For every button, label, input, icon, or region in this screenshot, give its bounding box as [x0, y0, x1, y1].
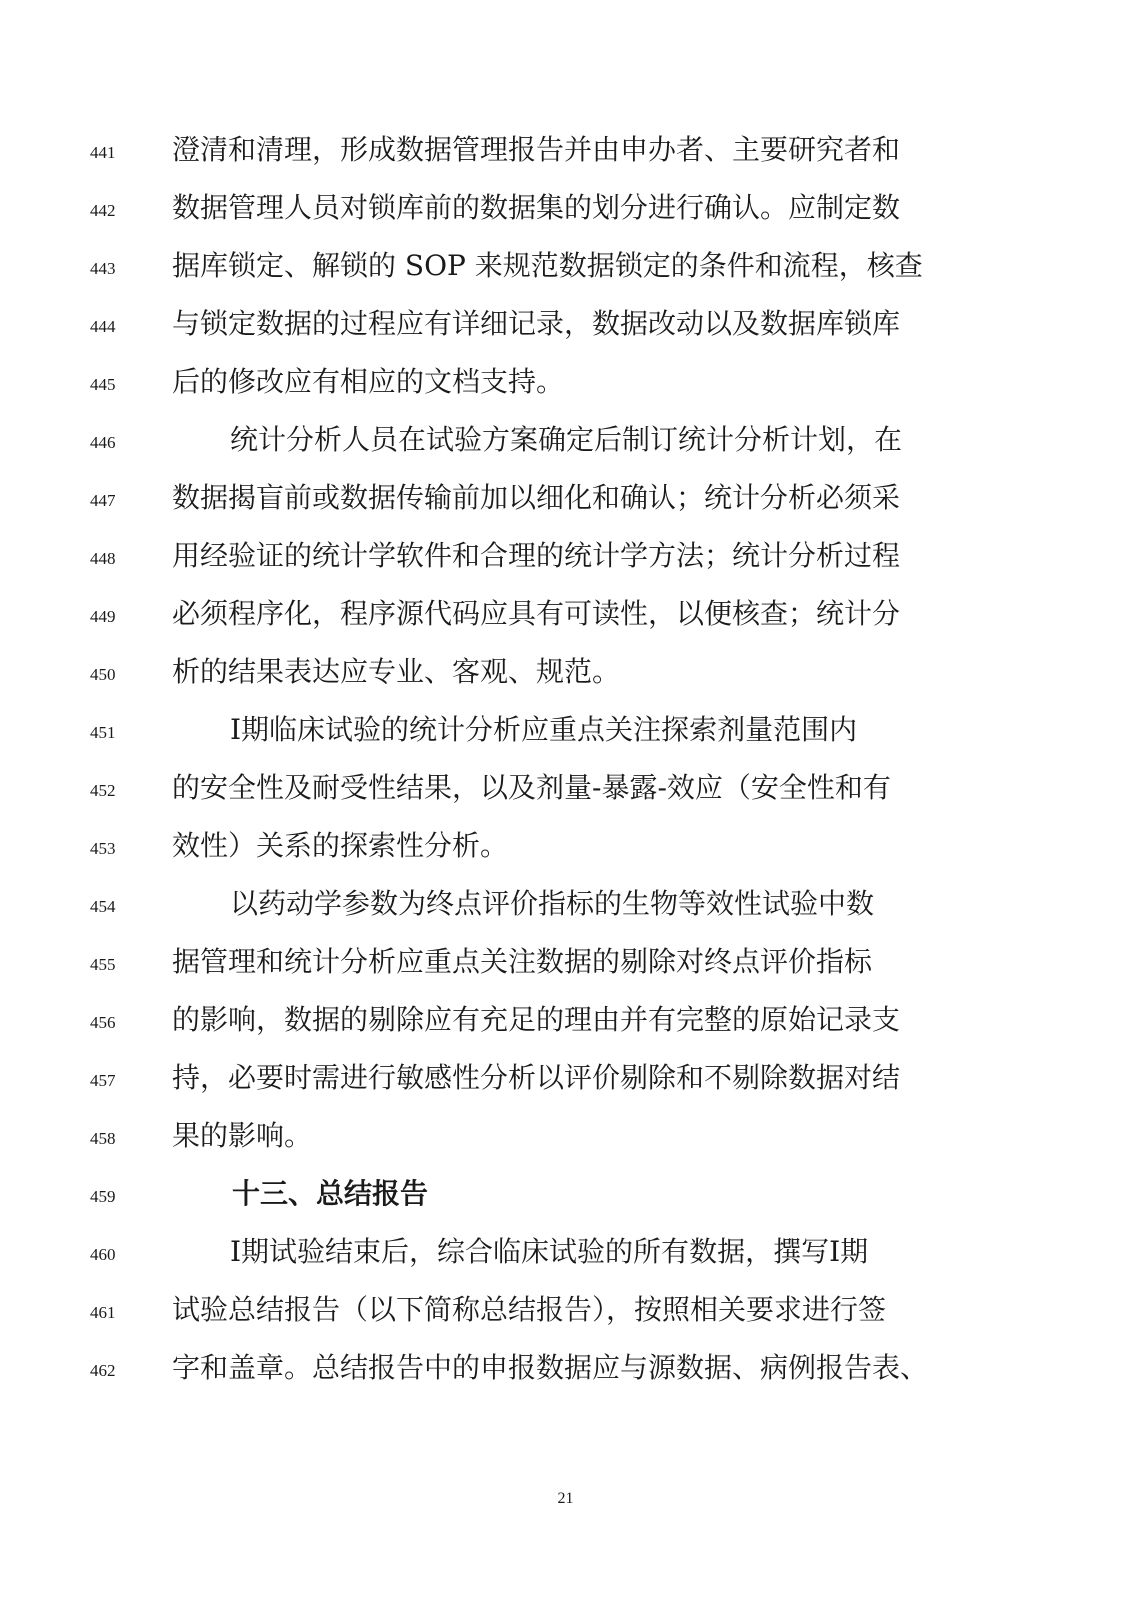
line-text: 数据揭盲前或数据传输前加以细化和确认；统计分析必须采 [172, 481, 901, 514]
text-line [0, 764, 1131, 822]
line-text: 析的结果表达应专业、客观、规范。 [172, 655, 621, 688]
line-number: 450 [90, 665, 116, 684]
text-line [0, 1228, 1131, 1286]
line-number: 442 [90, 201, 116, 220]
line-text: 统计分析人员在试验方案确定后制订统计分析计划，在 [230, 423, 903, 456]
text-line [0, 1344, 1131, 1402]
line-number: 453 [90, 839, 116, 858]
line-text: 后的修改应有相应的文档支持。 [172, 365, 565, 398]
line-number: 455 [90, 955, 116, 974]
line-number: 447 [90, 491, 116, 510]
line-text: 数据管理人员对锁库前的数据集的划分进行确认。应制定数 [172, 191, 901, 224]
text-line [0, 416, 1131, 474]
text-line [0, 1054, 1131, 1112]
text-line [0, 474, 1131, 532]
line-number: 441 [90, 143, 116, 162]
line-text: 字和盖章。总结报告中的申报数据应与源数据、病例报告表、 [172, 1351, 929, 1384]
line-text: 澄清和清理，形成数据管理报告并由申办者、主要研究者和 [172, 133, 901, 166]
line-text: 试验总结报告（以下简称总结报告），按照相关要求进行签 [172, 1293, 887, 1326]
line-number: 452 [90, 781, 116, 800]
text-line [0, 532, 1131, 590]
text-line [0, 1112, 1131, 1170]
text-line [0, 184, 1131, 242]
line-text: 与锁定数据的过程应有详细记录，数据改动以及数据库锁库 [172, 307, 901, 340]
line-text: 的安全性及耐受性结果，以及剂量-暴露-效应（安全性和有 [172, 771, 891, 804]
line-text: 据库锁定、解锁的 SOP 来规范数据锁定的条件和流程，核查 [172, 249, 923, 282]
line-number: 443 [90, 259, 116, 278]
line-number: 459 [90, 1187, 116, 1206]
page-number: 21 [557, 1490, 574, 1507]
line-number: 451 [90, 723, 116, 742]
text-line [0, 358, 1131, 416]
line-text: 必须程序化，程序源代码应具有可读性，以便核查；统计分 [172, 597, 901, 630]
line-text: 效性）关系的探索性分析。 [172, 829, 509, 862]
line-text: 的影响，数据的剔除应有充足的理由并有完整的原始记录支 [172, 1003, 901, 1036]
line-number: 458 [90, 1129, 116, 1148]
line-number: 446 [90, 433, 116, 452]
line-text: 持，必要时需进行敏感性分析以评价剔除和不剔除数据对结 [172, 1061, 901, 1094]
line-number: 445 [90, 375, 116, 394]
line-number: 456 [90, 1013, 116, 1032]
line-text: Ⅰ期临床试验的统计分析应重点关注探索剂量范围内 [230, 713, 858, 746]
text-line [0, 996, 1131, 1054]
text-line [0, 242, 1131, 300]
line-number: 454 [90, 897, 116, 916]
line-number: 448 [90, 549, 116, 568]
text-line [0, 126, 1131, 184]
line-number: 461 [90, 1303, 116, 1322]
line-text: 果的影响。 [172, 1119, 313, 1152]
line-number: 462 [90, 1361, 116, 1380]
line-number: 449 [90, 607, 116, 626]
section-heading: 十三、总结报告 [232, 1177, 429, 1210]
line-text: Ⅰ期试验结束后，综合临床试验的所有数据，撰写Ⅰ期 [230, 1235, 869, 1268]
text-line [0, 300, 1131, 358]
text-line [0, 822, 1131, 880]
line-number: 457 [90, 1071, 116, 1090]
line-number: 444 [90, 317, 116, 336]
section-heading-line [0, 1170, 1131, 1228]
line-number: 460 [90, 1245, 116, 1264]
line-text: 以药动学参数为终点评价指标的生物等效性试验中数 [230, 887, 875, 920]
text-line [0, 880, 1131, 938]
text-line [0, 706, 1131, 764]
text-line [0, 648, 1131, 706]
line-text: 据管理和统计分析应重点关注数据的剔除对终点评价指标 [172, 945, 873, 978]
line-text: 用经验证的统计学软件和合理的统计学方法；统计分析过程 [172, 539, 901, 572]
text-line [0, 938, 1131, 996]
text-line [0, 1286, 1131, 1344]
text-line [0, 590, 1131, 648]
